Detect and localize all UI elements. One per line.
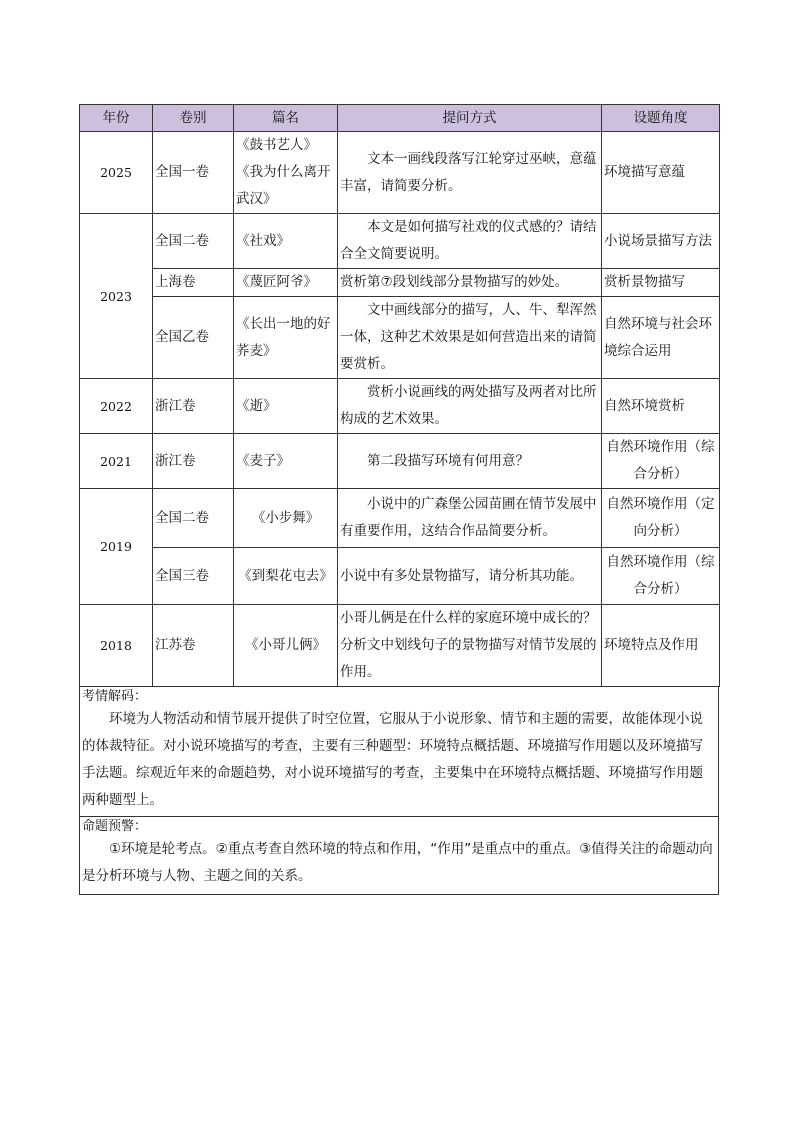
angle-cell: 自然环境与社会环境综合运用 <box>602 297 720 379</box>
header-angle: 设题角度 <box>602 105 720 132</box>
juan-cell: 全国二卷 <box>153 214 234 269</box>
title-cell: 《逝》 <box>234 379 338 434</box>
angle-cell: 自然环境作用（综合分析） <box>602 548 720 605</box>
table-row <box>80 214 720 269</box>
question-cell: 小说中的广森堡公园苗圃在情节发展中有重要作用，这结合作品简要分析。 <box>338 489 602 548</box>
angle-cell: 自然环境赏析 <box>602 379 720 434</box>
title-cell: 《小步舞》 <box>234 489 338 548</box>
year-cell: 2019 <box>80 489 153 605</box>
header-title: 篇名 <box>234 105 338 132</box>
title-cell: 《社戏》 <box>234 214 338 269</box>
year-cell: 2018 <box>80 605 153 687</box>
table-row <box>80 605 720 687</box>
juan-cell: 全国乙卷 <box>153 297 234 379</box>
question-cell: 文中画线部分的描写，人、牛、犁浑然一体，这种艺术效果是如何营造出来的请简要赏析。 <box>338 297 602 379</box>
juan-cell: 浙江卷 <box>153 434 234 489</box>
angle-cell: 自然环境作用（综合分析） <box>602 434 720 489</box>
header-year: 年份 <box>80 105 153 132</box>
document-page <box>79 104 719 895</box>
table-row <box>80 132 720 214</box>
juan-cell: 江苏卷 <box>153 605 234 687</box>
year-cell: 2023 <box>80 214 153 379</box>
warning-heading: 命题预警： <box>82 819 148 834</box>
analysis-text: 环境为人物活动和情节展开提供了时空位置，它服从于小说形象、情节和主题的需要，故能体现小说的体裁特征。对小说环境描写的考查，主要有三种题型：环境特点概括题、环境描写作用题以及环境描写手法题。综观近年来的命题趋势，对小说环境描写的考查，主要集中在环境特点概括题、环境描写作用题两种题型上。 <box>82 711 703 808</box>
table-row <box>80 379 720 434</box>
title-cell: 《长出一地的好荞麦》 <box>234 297 338 379</box>
title-cell: 《麦子》 <box>234 434 338 489</box>
analysis-section <box>79 687 719 817</box>
question-cell: 本文是如何描写社戏的仪式感的？请结合全文简要说明。 <box>338 214 602 269</box>
juan-cell: 全国一卷 <box>153 132 234 214</box>
question-cell: 小说中有多处景物描写，请分析其功能。 <box>338 548 602 605</box>
angle-cell: 自然环境作用（定向分析） <box>602 489 720 548</box>
year-cell: 2021 <box>80 434 153 489</box>
question-cell: 赏析小说画线的两处描写及两者对比所构成的艺术效果。 <box>338 379 602 434</box>
year-cell: 2022 <box>80 379 153 434</box>
juan-cell: 全国三卷 <box>153 548 234 605</box>
juan-cell: 全国二卷 <box>153 489 234 548</box>
question-cell: 第二段描写环境有何用意？ <box>338 434 602 489</box>
warning-section <box>79 817 719 895</box>
title-cell: 《蔑匠阿爷》 <box>234 269 338 297</box>
year-cell: 2025 <box>80 132 153 214</box>
table-row <box>80 434 720 489</box>
angle-cell: 环境描写意蕴 <box>602 132 720 214</box>
juan-cell: 浙江卷 <box>153 379 234 434</box>
angle-cell: 小说场景描写方法 <box>602 214 720 269</box>
title-cell: 《到梨花屯去》 <box>234 548 338 605</box>
title-cell: 《小哥儿俩》 <box>234 605 338 687</box>
question-cell: 小哥儿俩是在什么样的家庭环境中成长的？分析文中划线句子的景物描写对情节发展的作用。 <box>338 605 602 687</box>
exam-table <box>79 104 720 687</box>
title-cell: 《鼓书艺人》《我为什么离开武汉》 <box>234 132 338 214</box>
question-cell: 赏析第⑦段划线部分景物描写的妙处。 <box>338 269 602 297</box>
table-row <box>80 269 720 297</box>
angle-cell: 赏析景物描写 <box>602 269 720 297</box>
question-cell: 文本一画线段落写江轮穿过巫峡，意蕴丰富，请简要分析。 <box>338 132 602 214</box>
table-row <box>80 297 720 379</box>
table-row <box>80 548 720 605</box>
warning-text: ①环境是轮考点。②重点考查自然环境的特点和作用，“作用”是重点中的重点。③值得关注的命题动向是分析环境与人物、主题之间的关系。 <box>82 841 713 884</box>
table-row <box>80 489 720 548</box>
analysis-heading: 考情解码： <box>82 689 148 704</box>
header-question: 提问方式 <box>338 105 602 132</box>
angle-cell: 环境特点及作用 <box>602 605 720 687</box>
juan-cell: 上海卷 <box>153 269 234 297</box>
table-header-row <box>80 105 720 132</box>
header-juan: 卷别 <box>153 105 234 132</box>
